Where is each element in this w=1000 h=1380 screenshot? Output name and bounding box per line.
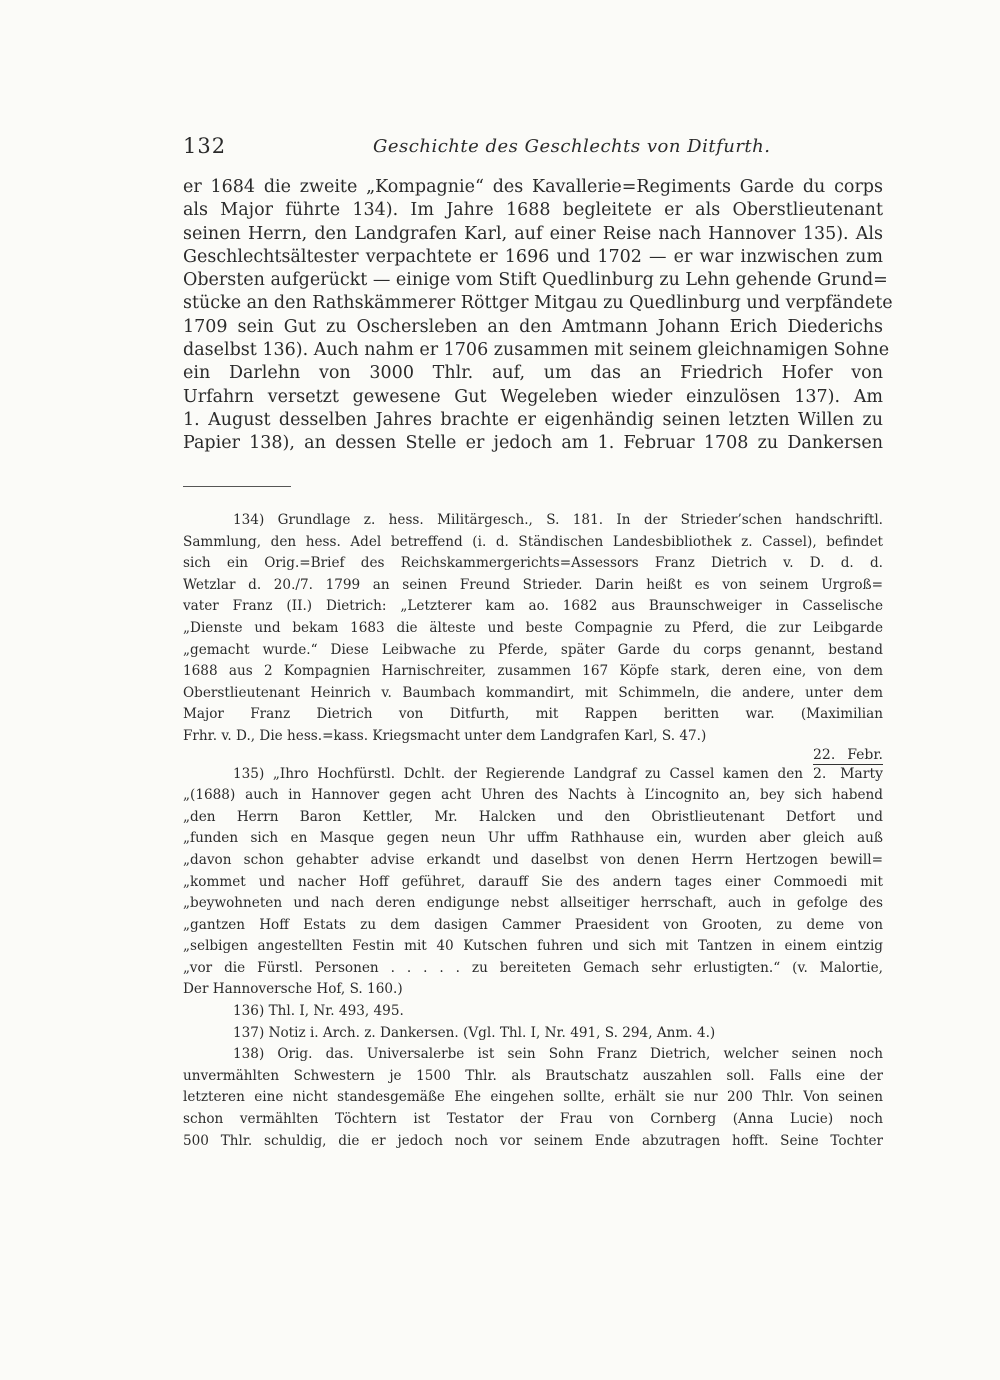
text-line: Obersten aufgerückt — einige vom Stift Quedlinburg zu Lehn gehende Grund= (183, 270, 888, 291)
footnote-line: 136) Thl. I, Nr. 493, 495. (233, 1003, 404, 1020)
text-line: daselbst 136). Auch nahm er 1706 zusammen mit seinem gleichnamigen Sohne (183, 340, 890, 361)
text-line: ein Darlehn von 3000 Thlr. auf, um das an Friedrich Hofer von (183, 363, 883, 384)
text-line: stücke an den Rathskämmerer Röttger Mitgau zu Quedlinburg und verpfändete (183, 293, 893, 314)
footnote-line: Major Franz Dietrich von Ditfurth, mit Rappen beritten war. (Maximilian (183, 706, 883, 723)
footnote-line: „kommet und nacher Hoff geführet, darauff Sie des andern tages einer Commoedi mit (183, 873, 883, 890)
text-line: 1. August desselben Jahres brachte er eigenhändig seinen letzten Willen zu (183, 409, 883, 430)
main-text (183, 176, 893, 456)
footnotes (183, 510, 883, 1152)
page-header (183, 134, 883, 166)
footnote-line: „gemacht wurde.“ Diese Leibwache zu Pferde, später Garde du corps genannt, bestand (183, 641, 883, 658)
footnote-line: 135) „Ihro Hochfürstl. Dchlt. der Regierende Landgraf zu Cassel kamen den (233, 765, 803, 782)
text-line: Papier 138), an dessen Stelle er jedoch am 1. Februar 1708 zu Dankersen (183, 433, 883, 454)
text-line: 1709 sein Gut zu Oschersleben an den Amtmann Johann Erich Diederichs (183, 316, 883, 337)
text-line: er 1684 die zweite „Kompagnie“ des Kavallerie=Regiments Garde du corps (183, 177, 883, 197)
running-title: Geschichte des Geschlechts von Ditfurth. (373, 136, 771, 157)
footnote-line: letzteren eine nicht standesgemäße Ehe eingehen sollte, erhält sie nur 200 Thlr. Von seinen (183, 1089, 883, 1106)
footnote-line: 1688 aus 2 Kompagnien Harnischreiter, zusammen 167 Köpfe stark, deren eine, von dem (183, 663, 883, 680)
footnote-line: Der Hannoversche Hof, S. 160.) (183, 981, 403, 998)
fraction-denominator: 2. Marty (813, 765, 883, 782)
footnote-divider (183, 486, 291, 487)
page-number: 132 (183, 134, 227, 158)
text-line: als Major führte 134). Im Jahre 1688 begleitete er als Oberstlieutenant (183, 200, 883, 221)
date-fraction (813, 746, 883, 783)
footnote-line: Wetzlar d. 20./7. 1799 an seinen Freund Strieder. Darin heißt es von seinem Urgroß= (183, 576, 883, 593)
text-line: Urfahrn versetzt gewesene Gut Wegeleben wieder einzulösen 137). Am (183, 386, 883, 407)
footnote-line: „beywohneten und nach deren endigunge nebst allseitiger herrschaft, auch in gefolge des (183, 895, 883, 912)
footnote-line: 137) Notiz i. Arch. z. Dankersen. (Vgl. Thl. I, Nr. 491, S. 294, Anm. 4.) (233, 1024, 716, 1041)
footnote-line: unvermählten Schwestern je 1500 Thlr. als Brautschatz auszahlen soll. Falls eine der (183, 1067, 883, 1084)
footnote-line: „gantzen Hoff Estats zu dem dasigen Cammer Praesident von Grooten, zu deme von (183, 916, 883, 933)
footnote-135-first-line (183, 746, 883, 786)
footnote-line: „vor die Fürstl. Personen . . . . . zu bereiteten Gemach sehr erlustigten.“ (v. Malortie, (183, 959, 883, 976)
footnote-line: Frhr. v. D., Die hess.=kass. Kriegsmacht unter dem Landgrafen Karl, S. 47.) (183, 727, 707, 744)
fraction-numerator: 22. Febr. (813, 746, 883, 763)
footnote-line: schon vermählten Töchtern ist Testator der Frau von Cornberg (Anna Lucie) noch (183, 1111, 883, 1128)
text-line: seinen Herrn, den Landgrafen Karl, auf einer Reise nach Hannover 135). Als (183, 223, 883, 244)
text-line: Geschlechtsältester verpachtete er 1696 und 1702 — er war inzwischen zum (183, 246, 883, 267)
footnote-line: „selbigen angestellten Festin mit 40 Kutschen fuhren und sich mit Tantzen in einem eintzig (183, 938, 883, 955)
footnote-line: „davon schon gehabter advise erkandt und daselbst von denen Herrn Hertzogen bewill= (183, 851, 883, 868)
footnote-line: „funden sich en Masque gegen neun Uhr uffm Rathhause ein, wurden aber gleich auß (183, 830, 883, 847)
footnote-line: Sammlung, den hess. Adel betreffend (i. d. Ständischen Landesbibliothek z. Cassel), befindet (183, 533, 883, 550)
footnote-line: 138) Orig. das. Universalerbe ist sein Sohn Franz Dietrich, welcher seinen noch (233, 1046, 883, 1063)
footnote-line: 134) Grundlage z. hess. Militärgesch., S. 181. In der Strieder’schen handschriftl. (233, 512, 883, 528)
footnote-line: Oberstlieutenant Heinrich v. Baumbach kommandirt, mit Schimmeln, die andere, unter dem (183, 684, 883, 701)
footnote-line: „den Herrn Baron Kettler, Mr. Halcken und den Obristlieutenant Detfort und (183, 808, 883, 825)
footnote-line: „Dienste und bekam 1683 die älteste und beste Compagnie zu Pferd, die zur Leibgarde (183, 619, 883, 636)
footnote-line: sich ein Orig.=Brief des Reichskammergerichts=Assessors Franz Dietrich v. D. d. d. (183, 555, 883, 572)
footnote-line: 500 Thlr. schuldig, die er jedoch noch vor seinem Ende abzutragen hofft. Seine Tochter (183, 1132, 883, 1149)
footnote-line: vater Franz (II.) Dietrich: „Letzterer kam ao. 1682 aus Braunschweiger in Casselische (183, 598, 883, 615)
footnote-line: „(1688) auch in Hannover gegen acht Uhren des Nachts à L’incognito an, bey sich habend (183, 787, 883, 804)
